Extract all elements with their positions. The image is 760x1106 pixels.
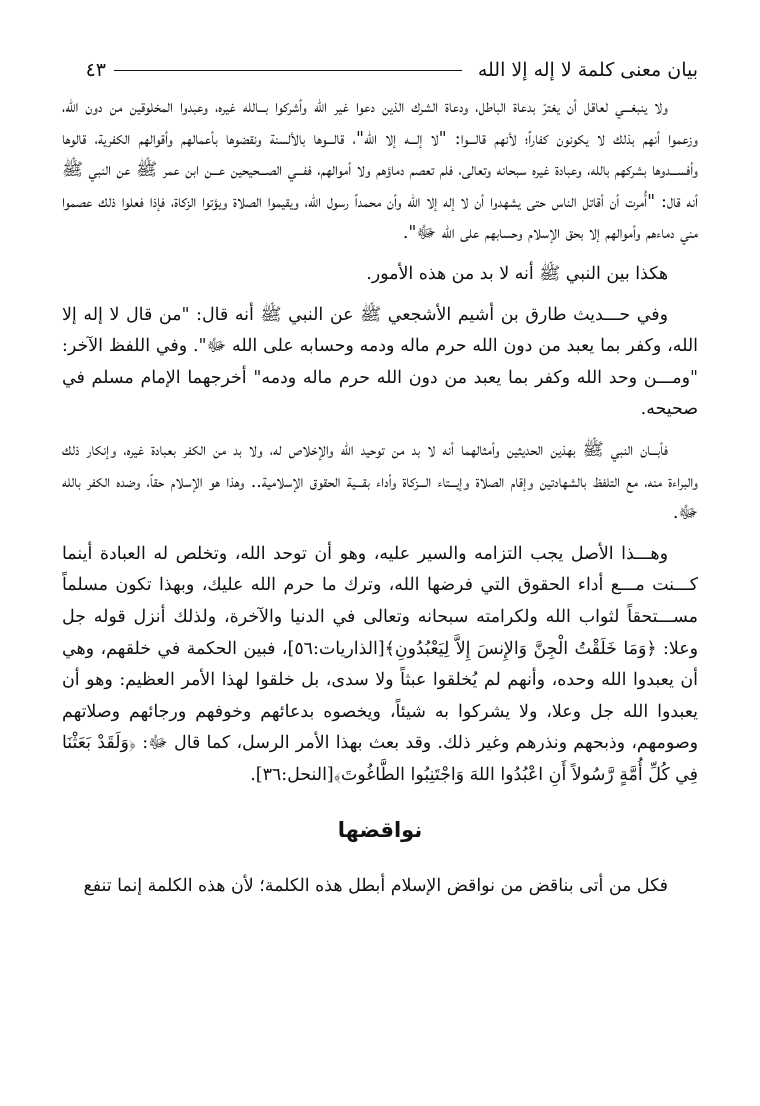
paragraph: هكذا بين النبي ﷺ أنه لا بد من هذه الأمور. xyxy=(366,263,668,284)
header-rule xyxy=(114,70,462,71)
body-text xyxy=(62,92,698,912)
section-heading: نواقضها xyxy=(337,818,423,843)
page-header xyxy=(62,56,698,84)
paragraph: فكل من أتى بناقض من نواقض الإسلام أبطل هذه الكلمة؛ لأن هذه الكلمة إنما تنفع xyxy=(83,876,668,897)
paragraph: فأبـــان النبي ﷺ بهذين الحديثين وأمثالهما أنه لا بد من توحيد الله والإخلاص له، ولا بد من الكفر بعبادة غيره، وإنكار ذلك والبراءة منه، مع التلفظ بالشهادتين وإقام الصلاة وإيـــتاء الـــزكاة وأداء بقـــية الحقوق الإسلامية.. وهذا هو الإسلام حقاً، وضده الكفر بالله ﷻ. xyxy=(62,439,698,524)
paragraph: وفي حـــديث طارق بن أشيم الأشجعي ﷺ عن النبي ﷺ أنه قال: "من قال لا إله إلا الله، وكفر بما يعبد من دون الله حرم ماله ودمه وحسابه على الله ﷻ". وفي اللفظ الآخر: "ومـــن وحد الله وكفر بما يعبد من دون الله حرم ماله ودمه" أخرجهما الإمام مسلم في صحيحه. xyxy=(62,304,698,420)
paragraph: ولا ينبغـــي لعاقل أن يغترّ بدعاة الباطل، ودعاة الشرك الذين دعوا غير الله وأشركوا بـــالله غيره، وعبدوا المخلوقين من دون الله، وزعموا أنهم بذلك لا يكونون كفاراً؛ لأنهم قالـــوا: "لا إلـــه إلا الله"، قالـــوها بالألسنة ونقضوها بأعمالهم وأقوالهم الكفرية، قالوها وأفســـدوها بشركهم بالله، وعبادة غيره سبحانه وتعالى، فلم تعصم دماؤهم ولا أموالهم، ففـــي الصـــحيحين عـــن ابن عمر ﷺ عن النبي ﷺ أنه قال: "أُمرت أن أقاتل الناس حتى يشهدوا أن لا إله إلا الله وأن محمداً رسول الله، ويقيموا الصلاة ويؤتوا الزكاة، فإذا فعلوا ذلك عصموا مني دماءهم وأموالهم إلا بحق الإسلام وحسابهم على الله ﷻ". xyxy=(61,97,698,244)
paragraph: وهـــذا الأصل يجب التزامه والسير عليه، وهو أن توحد الله، وتخلص له العبادة أينما كـــنت مـــع أداء الحقوق التي فرضها الله، وترك ما حرم الله عليك، وبهذا تكون مسلماً مســـتحقاً لثواب الله ولكرامته سبحانه وتعالى في الدنيا والآخرة، ولذلك أنزل قوله جل وعلا: ﴿وَمَا خَلَقْتُ الْجِنَّ وَالإِنسَ إِلاَّ لِيَعْبُدُونِ﴾[الذاريات:٥٦]، فبين الحكمة في خلقهم، وهي أن يعبدوا الله وحده، وأنهم لم يُخلقوا عبثاً ولا سدى، بل خلقوا لهذا الأمر العظيم: وهو أن يعبدوا الله جل وعلا، ولا يشركوا به شيئاً، ويخصوه بدعائهم وخوفهم ورجائهم وصلاتهم وصومهم، وذبحهم ونذرهم وغير ذلك. وقد بعث بهذا الأمر الرسل، كما قال ﷻ: ﴿وَلَقَدْ بَعَثْنَا فِي كُلِّ أُمَّةٍ رَّسُولاً أَنِ اعْبُدُوا اللهَ وَاجْتَنِبُوا الطَّاغُوتَ﴾[النحل:٣٦]. xyxy=(62,543,698,785)
page-number: ٤٣ xyxy=(85,59,106,81)
running-title: بيان معنى كلمة لا إله إلا الله xyxy=(477,59,698,81)
